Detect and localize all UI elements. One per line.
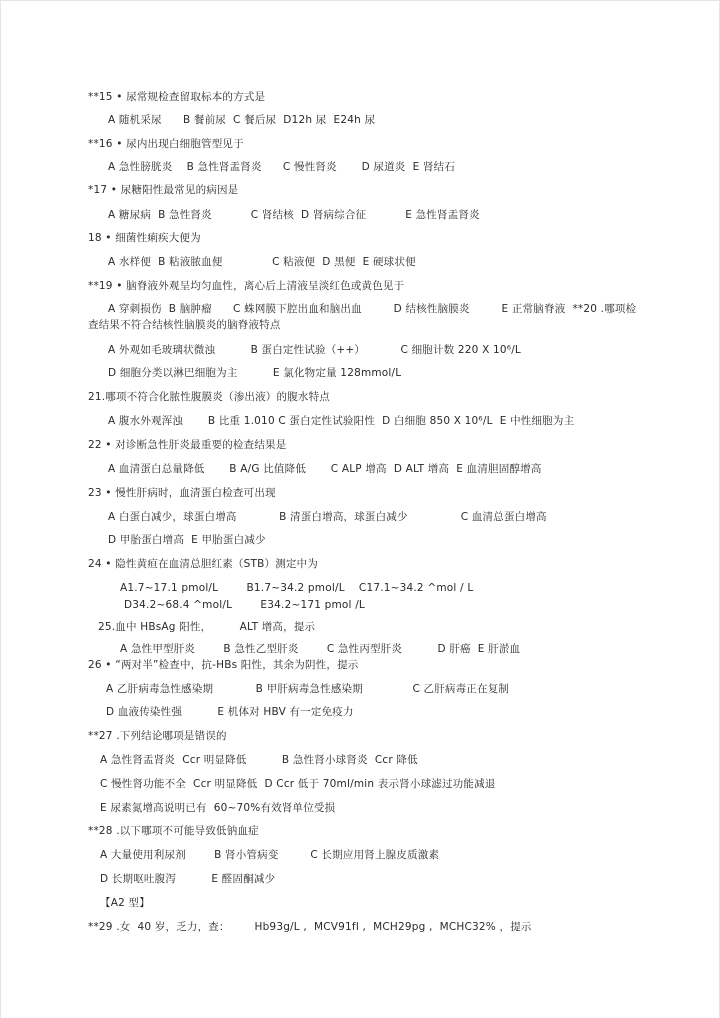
question-16-options: A 急性膀胱炎 B 急性肾盂肾炎 C 慢性肾炎 D 尿道炎 E 肾结石 bbox=[108, 161, 456, 173]
question-20-options-a: A 外观如毛玻璃状微浊 B 蛋白定性试验（++） C 细胞计数 220 X 10⁶/L bbox=[108, 344, 521, 356]
question-20-options-b: D 细胞分类以淋巴细胞为主 E 氯化物定量 128mmol/L bbox=[108, 367, 402, 379]
question-26-options-a: A 乙肝病毒急性感染期 B 甲肝病毒急性感染期 C 乙肝病毒正在复制 bbox=[106, 683, 510, 695]
question-27-stem: **27 .下列结论哪项是错误的 bbox=[88, 730, 227, 742]
question-21-stem: 21.哪项不符合化脓性腹膜炎（渗出液）的腹水特点 bbox=[88, 391, 330, 403]
question-15-stem: **15 • 尿常规检查留取标本的方式是 bbox=[88, 91, 266, 103]
question-17-options: A 糖尿病 B 急性肾炎 C 肾结核 D 肾病综合征 E 急性肾盂肾炎 bbox=[108, 209, 480, 221]
question-18-stem: 18 • 细菌性痢疾大便为 bbox=[88, 232, 201, 244]
question-18-options: A 水样便 B 粘液脓血便 C 粘液便 D 黑便 E 硬球状便 bbox=[108, 256, 416, 268]
question-28-options-b: D 长期呕吐腹泻 E 醛固酮减少 bbox=[100, 873, 276, 885]
question-27-options-a: A 急性肾盂肾炎 Ccr 明显降低 B 急性肾小球肾炎 Ccr 降低 bbox=[100, 754, 418, 766]
question-22-options: A 血清蛋白总量降低 B A/G 比值降低 C ALP 增高 D ALT 增高 E 血清胆固醇增高 bbox=[108, 463, 542, 475]
question-26-options-b: D 血液传染性强 E 机体对 HBV 有一定免疫力 bbox=[106, 706, 354, 718]
question-29-stem: **29 .女 40 岁，乏力，查： Hb93g/L , MCV91fl , MCH29pg , MCHC32% ，提示 bbox=[88, 921, 532, 933]
question-23-options-b: D 甲胎蛋白增高 E 甲胎蛋白减少 bbox=[108, 534, 266, 546]
question-28-stem: **28 .以下哪项不可能导致低钠血症 bbox=[88, 825, 259, 837]
question-28-options-a: A 大量使用利尿剂 B 肾小管病变 C 长期应用肾上腺皮质激素 bbox=[100, 849, 440, 861]
question-16-stem: **16 • 尿内出现白细胞管型见于 bbox=[88, 138, 244, 150]
question-27-options-c: E 尿素氮增高说明已有 60~70%有效肾单位受损 bbox=[100, 802, 336, 814]
section-heading-a2: 【A2 型】 bbox=[100, 897, 150, 909]
question-20-stem-cont: 查结果不符合结核性脑膜炎的脑脊液特点 bbox=[88, 319, 281, 331]
question-23-stem: 23 • 慢性肝病时，血清蛋白检查可出现 bbox=[88, 487, 276, 499]
question-15-options: A 随机采尿 B 餐前尿 C 餐后尿 D12h 尿 E24h 尿 bbox=[108, 114, 376, 126]
question-22-stem: 22 • 对诊断急性肝炎最重要的检查结果是 bbox=[88, 439, 287, 451]
question-24-stem: 24 • 隐性黄疸在血清总胆红素（STB）测定中为 bbox=[88, 558, 319, 570]
question-24-options-b: D34.2~68.4 ^mol/L E34.2~171 pmol /L bbox=[124, 599, 365, 611]
question-24-options-a: A1.7~17.1 pmol/L B1.7~34.2 pmol/L C17.1~34.2 ^mol / L bbox=[120, 582, 474, 594]
question-19-stem: **19 • 脑脊液外观呈均匀血性，离心后上清液呈淡红色或黄色见于 bbox=[88, 280, 405, 292]
question-23-options-a: A 白蛋白减少，球蛋白增高 B 清蛋白增高，球蛋白减少 C 血清总蛋白增高 bbox=[108, 511, 547, 523]
question-25-options: A 急性甲型肝炎 B 急性乙型肝炎 C 急性丙型肝炎 D 肝癌 E 肝淤血 bbox=[120, 643, 521, 655]
page-border-top bbox=[0, 0, 720, 1]
page-border-left bbox=[0, 0, 1, 1018]
question-21-options: A 腹水外观浑浊 B 比重 1.010 C 蛋白定性试验阳性 D 白细胞 850 X 10⁶/L E 中性细胞为主 bbox=[108, 415, 575, 427]
question-19-options-and-20-stem: A 穿刺损伤 B 脑肿瘤 C 蛛网膜下腔出血和脑出血 D 结核性脑膜炎 E 正常脑脊液 **20 .哪项检 bbox=[108, 303, 637, 315]
question-27-options-b: C 慢性肾功能不全 Ccr 明显降低 D Ccr 低于 70ml/min 表示肾小球滤过功能减退 bbox=[100, 778, 496, 790]
question-17-stem: *17 • 尿糖阳性最常见的病因是 bbox=[88, 184, 239, 196]
question-26-stem: 26 • “两对半”检查中，抗-HBs 阳性，其余为阴性，提示 bbox=[88, 659, 359, 671]
question-25-stem: 25.血中 HBsAg 阳性， ALT 增高，提示 bbox=[98, 621, 316, 633]
